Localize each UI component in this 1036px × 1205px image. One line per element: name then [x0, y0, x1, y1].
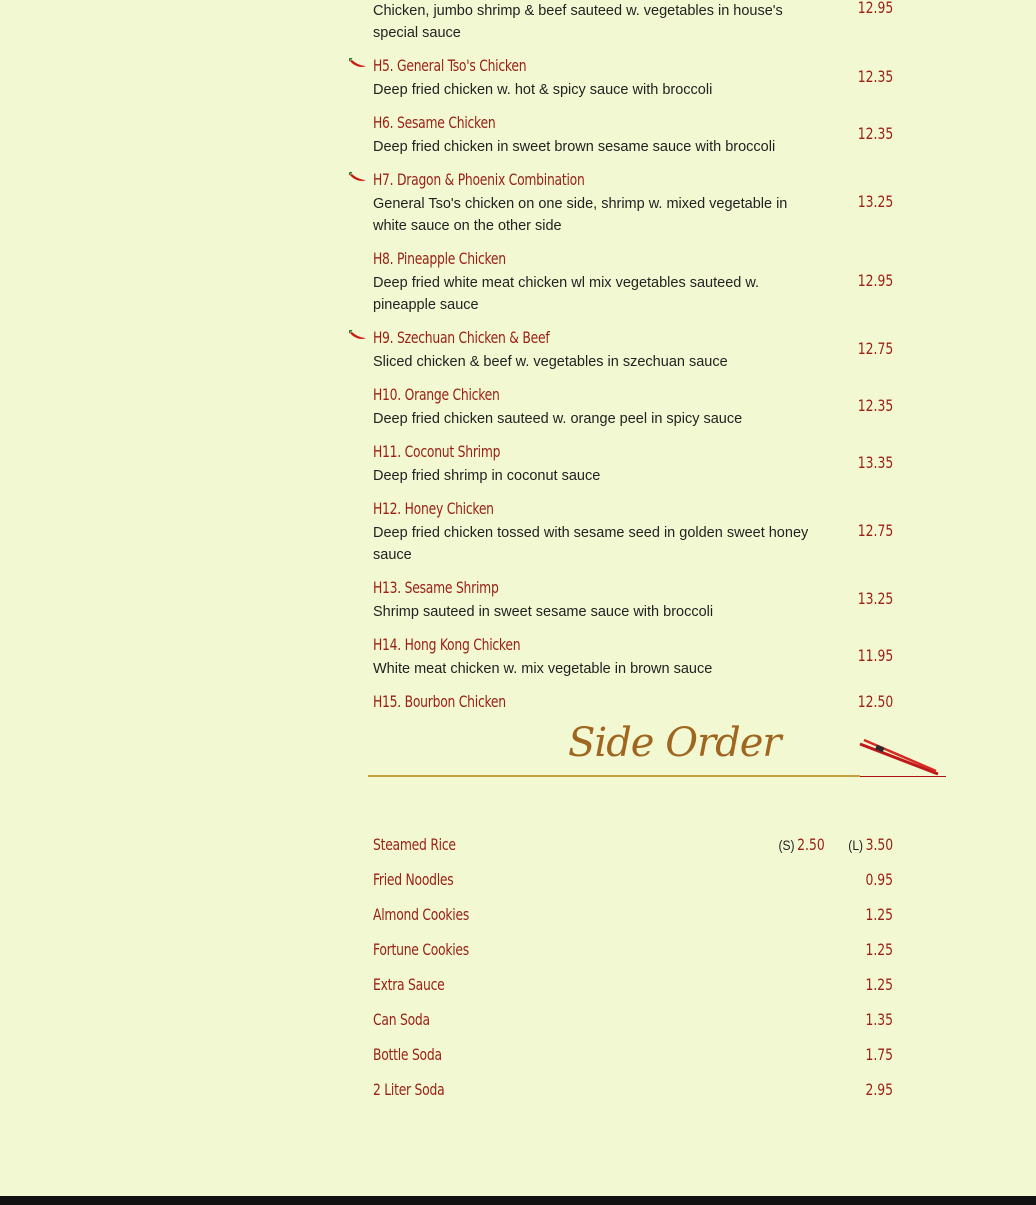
item-description: General Tso's chicken on one side, shrimp w. mixed vegetable in white sauce on the other side [373, 196, 788, 234]
item-name: Fortune Cookies [373, 940, 469, 959]
item-name: H11. Coconut Shrimp [373, 442, 501, 461]
item-price: 12.75 [857, 339, 893, 358]
item-price: 12.50 [857, 692, 893, 711]
item-name: H10. Orange Chicken [373, 385, 500, 404]
item-name: H8. Pineapple Chicken [373, 249, 506, 268]
item-description: Deep fried chicken w. hot & spicy sauce with broccoli [373, 82, 713, 98]
item-description: Deep fried shrimp in coconut sauce [373, 468, 601, 484]
item-description: Deep fried white meat chicken wl mix vegetables sauteed w. pineapple sauce [373, 275, 760, 313]
item-name: Can Soda [373, 1010, 430, 1029]
item-price-small [779, 835, 825, 854]
chili-pepper-icon [349, 172, 367, 184]
item-name: Bottle Soda [373, 1045, 442, 1064]
divider [368, 775, 860, 777]
item-price: 12.35 [857, 67, 893, 86]
item-price: 12.35 [857, 396, 893, 415]
item-price: 12.95 [857, 0, 893, 17]
item-name: Steamed Rice [373, 835, 456, 854]
item-price: 11.95 [857, 646, 893, 665]
item-price: 12.75 [857, 521, 893, 540]
item-description: White meat chicken w. mix vegetable in brown sauce [373, 661, 713, 677]
item-name: Almond Cookies [373, 905, 470, 924]
footer-bar [0, 1196, 1036, 1205]
size-label: (S) [778, 837, 795, 853]
large-price: 3.50 [865, 835, 893, 854]
item-name: H13. Sesame Shrimp [373, 578, 499, 597]
item-price: 0.95 [865, 870, 893, 889]
item-name: H5. General Tso's Chicken [373, 56, 527, 75]
item-price: 13.35 [857, 453, 893, 472]
item-name: H6. Sesame Chicken [373, 113, 496, 132]
item-price: 13.25 [857, 192, 893, 211]
item-description: Chicken, jumbo shrimp & beef sauteed w. vegetables in house's special sauce [373, 3, 783, 41]
section-title: Side Order [568, 720, 781, 766]
item-price: 1.25 [865, 975, 893, 994]
chili-pepper-icon [349, 330, 367, 342]
chili-pepper-icon [349, 58, 367, 70]
item-price: 12.35 [857, 124, 893, 143]
item-description: Deep fried chicken tossed with sesame seed in golden sweet honey sauce [373, 525, 809, 563]
item-price: 1.25 [865, 905, 893, 924]
chopsticks-icon [858, 738, 940, 778]
small-price: 2.50 [797, 835, 825, 854]
item-price-large [848, 835, 893, 854]
item-price: 1.25 [865, 940, 893, 959]
item-price: 12.95 [857, 271, 893, 290]
item-price: 2.95 [865, 1080, 893, 1099]
divider [860, 776, 946, 777]
item-description: Deep fried chicken in sweet brown sesame sauce with broccoli [373, 139, 776, 155]
item-name: H9. Szechuan Chicken & Beef [373, 328, 550, 347]
item-name: Extra Sauce [373, 975, 445, 994]
item-name: H7. Dragon & Phoenix Combination [373, 170, 585, 189]
item-name: Fried Noodles [373, 870, 454, 889]
item-price: 1.75 [865, 1045, 893, 1064]
item-description: Sliced chicken & beef w. vegetables in szechuan sauce [373, 354, 728, 370]
size-label: (L) [848, 837, 863, 853]
item-name: H15. Bourbon Chicken [373, 692, 506, 711]
item-description: Deep fried chicken sauteed w. orange peel in spicy sauce [373, 411, 743, 427]
item-name: H12. Honey Chicken [373, 499, 494, 518]
item-price: 1.35 [865, 1010, 893, 1029]
item-name: H14. Hong Kong Chicken [373, 635, 521, 654]
item-description: Shrimp sauteed in sweet sesame sauce with broccoli [373, 604, 714, 620]
item-name: 2 Liter Soda [373, 1080, 445, 1099]
item-price: 13.25 [857, 589, 893, 608]
